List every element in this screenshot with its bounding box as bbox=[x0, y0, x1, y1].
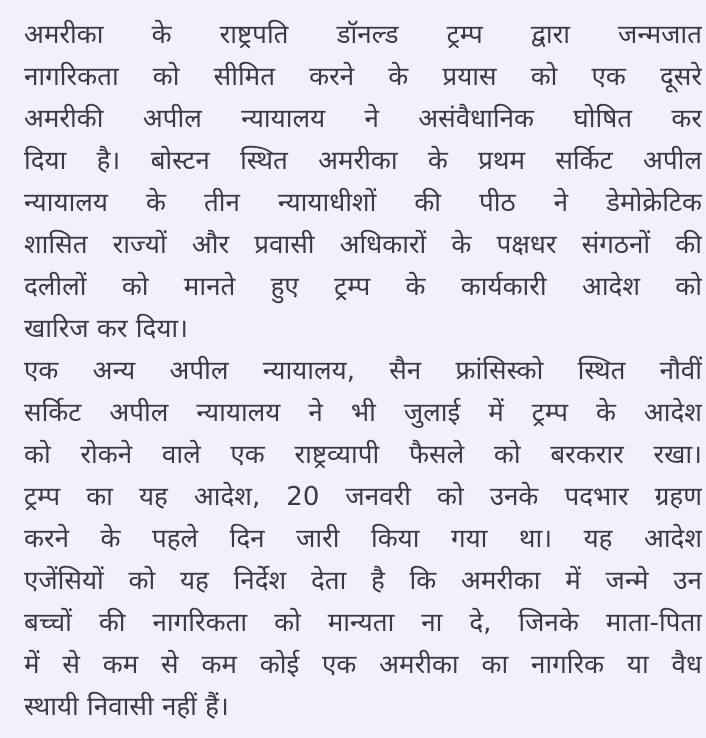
paragraph-1-line-7: दलीलों को मानते हुए ट्रम्प के कार्यकारी आदेश को bbox=[24, 272, 702, 302]
paragraph-1-line-1: अमरीका के राष्ट्रपति डॉनल्ड ट्रम्प द्वारा जन्मजात bbox=[24, 20, 702, 50]
paragraph-2-line-3: को रोकने वाले एक राष्ट्रव्यापी फैसले को बरकरार रखा। bbox=[24, 440, 702, 470]
paragraph-1-line-4: दिया है। बोस्टन स्थित अमरीका के प्रथम सर्किट अपील bbox=[24, 146, 702, 176]
paragraph-1-line-8: खारिज कर दिया। bbox=[24, 314, 189, 344]
paragraph-1-line-2: नागरिकता को सीमित करने के प्रयास को एक दूसरे bbox=[24, 62, 702, 92]
paragraph-2-line-8: में से कम से कम कोई एक अमरीका का नागरिक या वैध bbox=[24, 650, 702, 680]
paragraph-1-line-5: न्यायालय के तीन न्यायाधीशों की पीठ ने डेमोक्रेटिक bbox=[24, 188, 702, 218]
paragraph-2-line-1: एक अन्य अपील न्यायालय, सैन फ्रांसिस्को स्थित नौवीं bbox=[24, 356, 702, 386]
paragraph-2-line-9: स्थायी निवासी नहीं हैं। bbox=[24, 692, 229, 722]
paragraph-1-line-3: अमरीकी अपील न्यायालय ने असंवैधानिक घोषित कर bbox=[24, 104, 702, 134]
paragraph-1-line-6: शासित राज्यों और प्रवासी अधिकारों के पक्षधर संगठनों की bbox=[24, 230, 702, 260]
paragraph-2-line-2: सर्किट अपील न्यायालय ने भी जुलाई में ट्रम्प के आदेश bbox=[24, 398, 702, 428]
paragraph-2-line-5: करने के पहले दिन जारी किया गया था। यह आदेश bbox=[24, 524, 702, 554]
paragraph-2-line-6: एजेंसियों को यह निर्देश देता है कि अमरीका में जन्मे उन bbox=[24, 566, 702, 596]
paragraph-2-line-4: ट्रम्प का यह आदेश, 20 जनवरी को उनके पदभार ग्रहण bbox=[24, 482, 702, 512]
paragraph-2-line-7: बच्चों की नागरिकता को मान्यता ना दे, जिनके माता-पिता bbox=[24, 608, 702, 638]
